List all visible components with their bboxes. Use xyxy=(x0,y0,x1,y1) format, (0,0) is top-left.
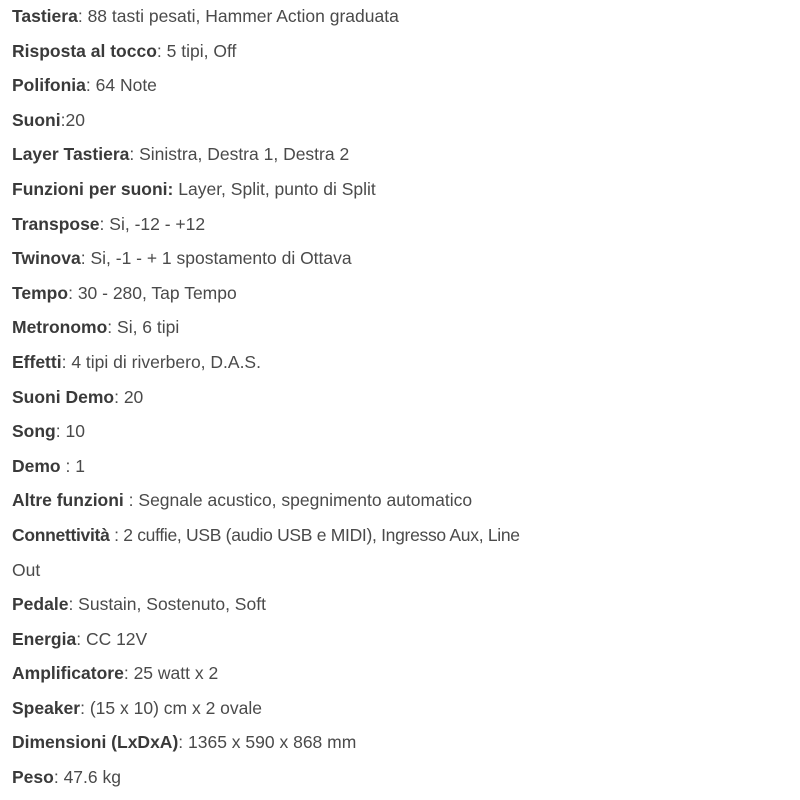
spec-label: Pedale xyxy=(12,594,69,615)
spec-separator: : xyxy=(85,75,96,96)
spec-value-continuation: Out xyxy=(12,559,41,580)
spec-separator: : xyxy=(99,213,110,234)
spec-label: Dimensioni (LxDxA) xyxy=(12,732,179,753)
spec-row xyxy=(12,518,792,553)
spec-value: 10 xyxy=(65,421,85,442)
spec-value: Layer, Split, punto di Split xyxy=(178,178,376,199)
spec-value: Segnale acustico, spegnimento automatico xyxy=(138,490,473,511)
spec-row xyxy=(12,760,792,795)
spec-row xyxy=(12,622,792,657)
spec-value: Sinistra, Destra 1, Destra 2 xyxy=(139,144,350,165)
spec-value: Sustain, Sostenuto, Soft xyxy=(78,594,266,615)
spec-label: Altre funzioni xyxy=(12,490,124,511)
spec-row xyxy=(12,414,792,449)
spec-row xyxy=(12,207,792,242)
spec-label: Metronomo xyxy=(12,317,108,338)
spec-value: 25 watt x 2 xyxy=(133,663,219,684)
spec-separator: : xyxy=(123,490,139,511)
spec-row xyxy=(12,276,792,311)
spec-label: Tastiera xyxy=(12,6,78,26)
spec-label: Connettività xyxy=(12,524,110,545)
spec-label: Amplificatore xyxy=(12,663,124,684)
spec-label: Demo xyxy=(12,455,61,476)
spec-row xyxy=(12,241,792,276)
spec-separator: : xyxy=(178,732,189,753)
spec-row xyxy=(12,691,792,726)
spec-separator: : xyxy=(107,317,118,338)
spec-row xyxy=(12,483,792,518)
spec-row xyxy=(12,345,792,380)
spec-separator: : xyxy=(129,144,140,165)
spec-label: Tempo xyxy=(12,282,69,303)
spec-separator: : xyxy=(80,697,90,718)
spec-value: Si, -1 - + 1 spostamento di Ottava xyxy=(90,248,352,269)
spec-separator: : xyxy=(77,6,88,26)
spec-value: 4 tipi di riverbero, D.A.S. xyxy=(71,351,261,372)
spec-value: 47.6 kg xyxy=(63,767,121,788)
spec-value: Si, 6 tipi xyxy=(117,317,180,338)
spec-value: 1365 x 590 x 868 mm xyxy=(188,732,357,753)
spec-label: Peso xyxy=(12,767,54,788)
spec-row xyxy=(12,587,792,622)
spec-value: 20 xyxy=(123,386,144,407)
spec-label: Suoni Demo xyxy=(12,386,115,407)
spec-separator: : xyxy=(53,767,64,788)
spec-value: 5 tipi, Off xyxy=(166,40,237,61)
spec-separator: : xyxy=(109,524,124,545)
spec-value: 2 cuffie, USB (audio USB e MIDI), Ingresso Aux, Line xyxy=(123,524,520,545)
spec-row xyxy=(12,137,792,172)
spec-separator: : xyxy=(76,628,86,649)
spec-row xyxy=(12,380,792,415)
spec-value: 64 Note xyxy=(95,75,157,96)
spec-row xyxy=(12,68,792,103)
spec-separator: : xyxy=(55,421,66,442)
spec-row xyxy=(12,449,792,484)
spec-label: Suoni xyxy=(12,109,61,130)
spec-label: Speaker xyxy=(12,697,81,718)
spec-label: Transpose xyxy=(12,213,100,234)
spec-row xyxy=(12,725,792,760)
spec-label: Funzioni per suoni: xyxy=(12,178,174,199)
spec-separator: : xyxy=(60,109,66,130)
spec-row xyxy=(12,172,792,207)
spec-separator: : xyxy=(80,248,91,269)
spec-row-continuation xyxy=(12,553,792,588)
spec-label: Energia xyxy=(12,628,77,649)
spec-label: Polifonia xyxy=(12,75,86,96)
spec-separator: : xyxy=(61,351,72,372)
spec-label: Song xyxy=(12,421,56,442)
spec-separator: : xyxy=(156,40,167,61)
spec-row xyxy=(12,34,792,69)
spec-separator: : xyxy=(68,282,78,303)
spec-value: CC 12V xyxy=(85,628,148,649)
spec-value: 1 xyxy=(75,455,85,476)
spec-value: 30 - 280, Tap Tempo xyxy=(77,282,237,303)
spec-separator: : xyxy=(114,386,124,407)
spec-label: Layer Tastiera xyxy=(12,144,130,165)
spec-label: Risposta al tocco xyxy=(12,40,157,61)
spec-separator: : xyxy=(123,663,134,684)
spec-value: 20 xyxy=(65,109,85,130)
spec-list xyxy=(12,0,792,795)
spec-value: Si, -12 - +12 xyxy=(109,213,206,234)
spec-value: 88 tasti pesati, Hammer Action graduata xyxy=(87,6,399,26)
spec-separator: : xyxy=(60,455,76,476)
spec-value: (15 x 10) cm x 2 ovale xyxy=(89,697,262,718)
spec-row xyxy=(12,0,792,34)
spec-row xyxy=(12,310,792,345)
spec-label: Effetti xyxy=(12,351,62,372)
spec-row xyxy=(12,103,792,138)
spec-row xyxy=(12,656,792,691)
spec-separator: : xyxy=(68,594,79,615)
spec-label: Twinova xyxy=(12,248,81,269)
